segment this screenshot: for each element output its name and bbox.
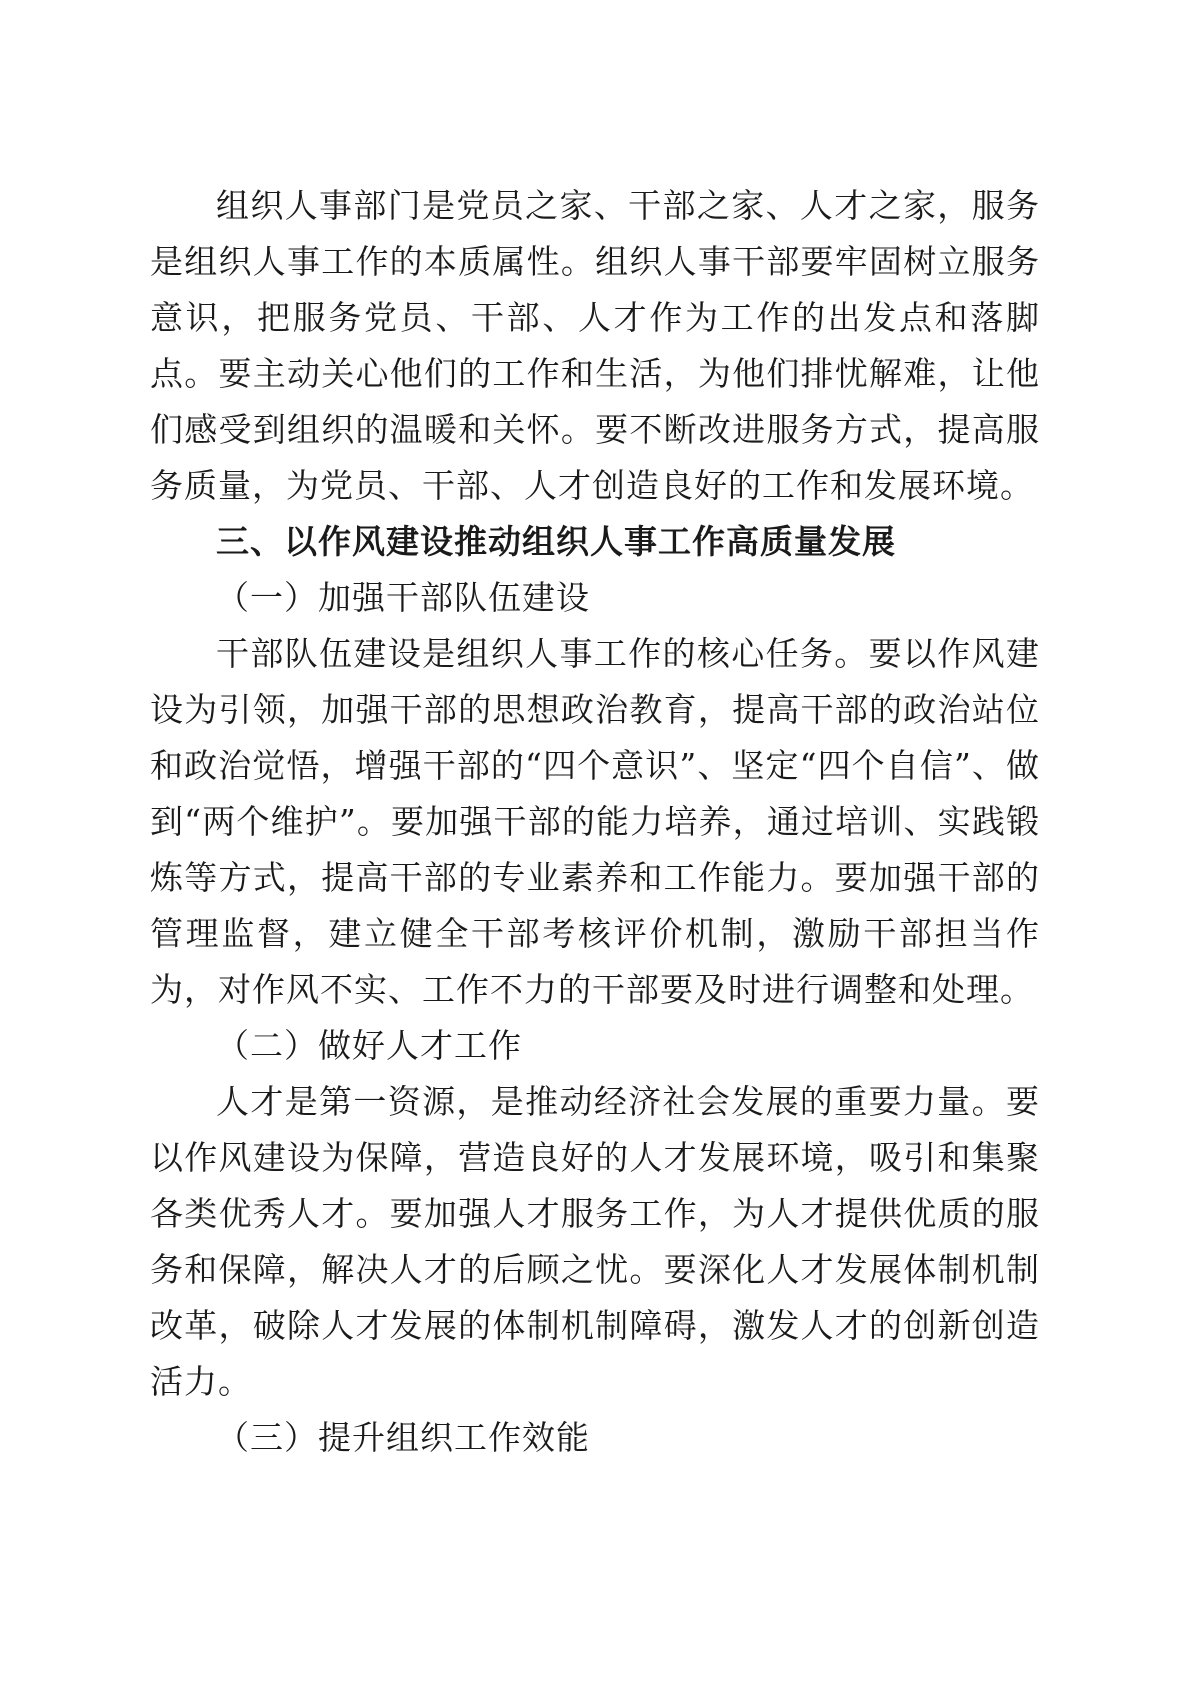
paragraph-talent-work: 人才是第一资源，是推动经济社会发展的重要力量。要以作风建设为保障，营造良好的人才发展环境，吸引和集聚各类优秀人才。要加强人才服务工作，为人才提供优质的服务和保障，解决人才的后顾之忧。要深化人才发展体制机制改革，破除人才发展的体制机制障碍，激发人才的创新创造活力。 bbox=[150, 1082, 1040, 1401]
subsection-heading-2: （二）做好人才工作 bbox=[216, 1026, 522, 1065]
document-body bbox=[150, 178, 1040, 1466]
subsection-heading-3: （三）提升组织工作效能 bbox=[216, 1418, 590, 1457]
paragraph-cadre-team: 干部队伍建设是组织人事工作的核心任务。要以作风建设为引领，加强干部的思想政治教育，提高干部的政治站位和政治觉悟，增强干部的“四个意识”、坚定“四个自信”、做到“两个维护”。要加强干部的能力培养，通过培训、实践锻炼等方式，提高干部的专业素养和工作能力。要加强干部的管理监督，建立健全干部考核评价机制，激励干部担当作为，对作风不实、工作不力的干部要及时进行调整和处理。 bbox=[150, 634, 1040, 1009]
section-heading-3: 三、以作风建设推动组织人事工作高质量发展 bbox=[216, 522, 896, 561]
paragraph-service: 组织人事部门是党员之家、干部之家、人才之家，服务是组织人事工作的本质属性。组织人事干部要牢固树立服务意识，把服务党员、干部、人才作为工作的出发点和落脚点。要主动关心他们的工作和生活，为他们排忧解难，让他们感受到组织的温暖和关怀。要不断改进服务方式，提高服务质量，为党员、干部、人才创造良好的工作和发展环境。 bbox=[150, 186, 1040, 505]
subsection-heading-1: （一）加强干部队伍建设 bbox=[216, 578, 590, 617]
